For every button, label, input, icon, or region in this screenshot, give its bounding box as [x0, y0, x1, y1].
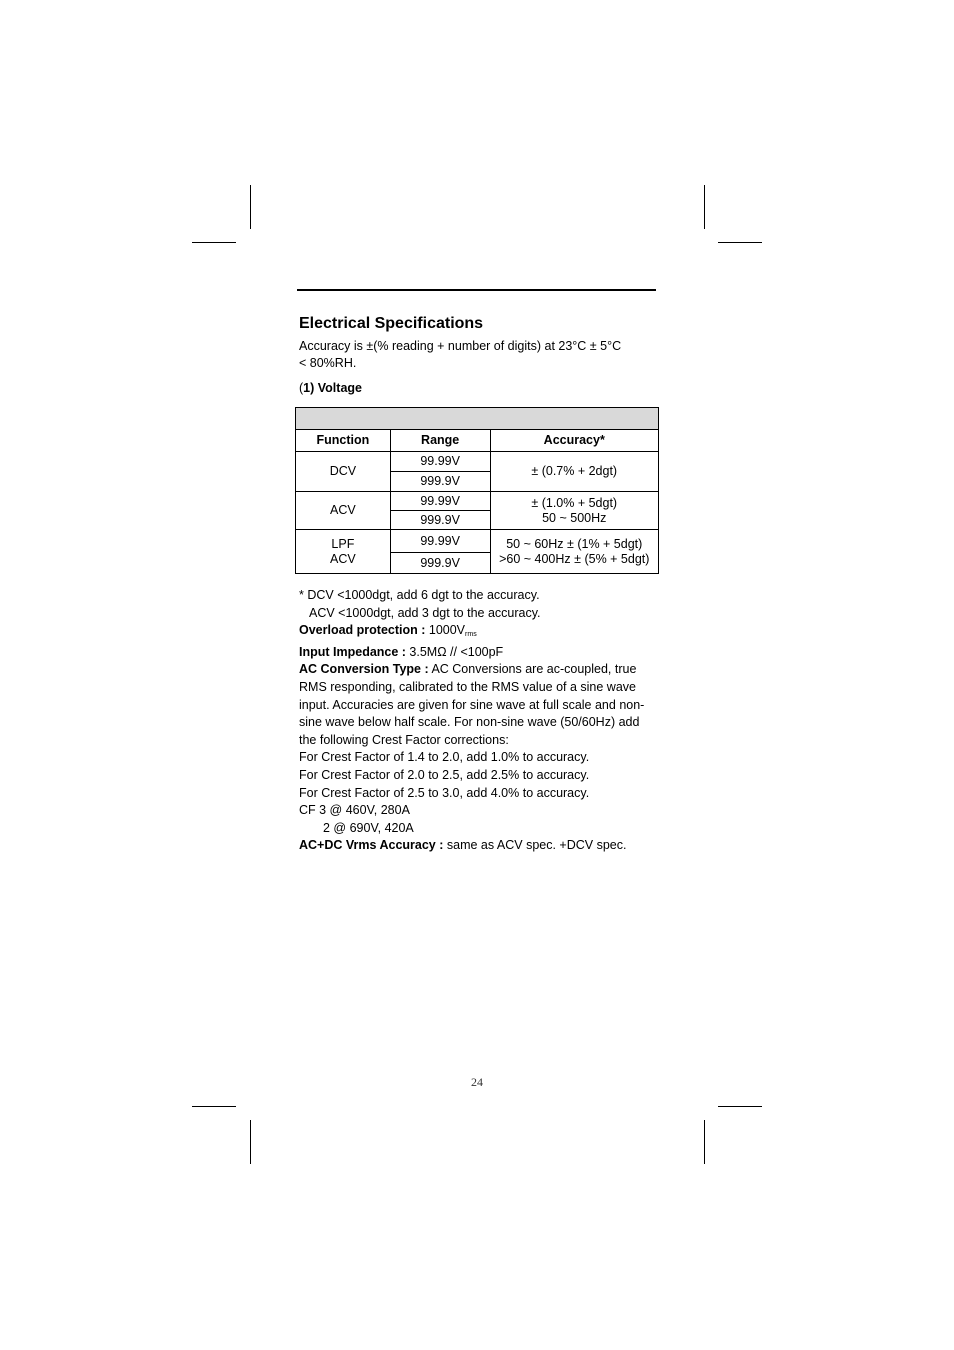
crest-factor-line: For Crest Factor of 2.5 to 3.0, add 4.0% to accuracy.	[299, 785, 590, 800]
accuracy-line: >60 ~ 400Hz ± (5% + 5dgt)	[499, 551, 650, 566]
column-header: Function	[296, 430, 391, 452]
table-header-row	[296, 430, 659, 452]
range-cell: 99.99V	[390, 452, 490, 472]
crop-mark	[192, 242, 236, 243]
accuracy-line: 50 ~ 60Hz ± (1% + 5dgt)	[506, 536, 643, 551]
spec-label: Overload protection :	[299, 623, 426, 638]
crest-factor-line: For Crest Factor of 2.0 to 2.5, add 2.5% to accuracy.	[299, 767, 590, 782]
spec-value: AC Conversions are ac-coupled, true	[428, 662, 637, 677]
crop-mark	[704, 1120, 705, 1164]
footnote: * DCV <1000dgt, add 6 dgt to the accuracy.	[299, 588, 540, 602]
table-shaded-header	[296, 408, 659, 430]
page-title: Electrical Specifications	[299, 315, 484, 332]
function-cell: DCV	[296, 452, 391, 492]
intro-line: Accuracy is ±(% reading + number of digits) at 23°C ± 5°C	[299, 339, 622, 353]
acdc-accuracy-spec	[299, 837, 659, 855]
crop-mark	[250, 185, 251, 229]
crop-mark	[718, 242, 762, 243]
spec-value: same as ACV spec. +DCV spec.	[443, 838, 627, 853]
spec-header	[299, 314, 669, 397]
spec-label: AC+DC Vrms Accuracy :	[299, 838, 444, 853]
crop-mark	[250, 1120, 251, 1164]
crop-mark	[192, 1106, 236, 1107]
cf-rating-line: 2 @ 690V, 420A	[323, 820, 414, 835]
paragraph-line: RMS responding, calibrated to the RMS value of a sine wave	[299, 679, 636, 694]
crop-mark	[704, 185, 705, 229]
spec-label: AC Conversion Type :	[299, 662, 429, 677]
paragraph-line: input. Accuracies are given for sine wave at full scale and non-	[299, 697, 645, 712]
section-title: 1) Voltage	[303, 381, 362, 395]
crest-factor-line: For Crest Factor of 1.4 to 2.0, add 1.0% to accuracy.	[299, 750, 590, 765]
cf-rating-line: CF 3 @ 460V, 280A	[299, 803, 410, 818]
ac-conversion-spec	[299, 661, 659, 679]
spec-value: 1000V	[425, 623, 466, 638]
range-cell: 99.99V	[390, 492, 490, 511]
column-header: Accuracy*	[490, 430, 659, 452]
spec-subscript: rms	[465, 631, 477, 639]
table-row	[296, 452, 659, 472]
section-prefix: (	[299, 381, 304, 395]
paragraph-line: sine wave below half scale. For non-sine wave (50/60Hz) add	[299, 715, 640, 730]
accuracy-cell: ± (0.7% + 2dgt)	[490, 452, 659, 492]
crop-mark	[718, 1106, 762, 1107]
intro-line: < 80%RH.	[299, 356, 357, 370]
function-line: ACV	[330, 551, 356, 566]
overload-spec	[299, 622, 659, 644]
column-header: Range	[390, 430, 490, 452]
spec-value: 3.5MΩ // <100pF	[405, 644, 504, 659]
accuracy-cell	[490, 492, 659, 530]
paragraph-line: the following Crest Factor corrections:	[299, 732, 509, 747]
spec-label: Input Impedance :	[299, 644, 406, 659]
impedance-spec	[299, 644, 659, 662]
accuracy-cell	[490, 530, 659, 574]
function-cell: ACV	[296, 492, 391, 530]
voltage-spec-table	[295, 407, 659, 574]
section-heading	[299, 380, 669, 397]
function-line: LPF	[331, 536, 355, 551]
footnote: ACV <1000dgt, add 3 dgt to the accuracy.	[309, 605, 541, 620]
spec-notes	[299, 587, 659, 855]
range-cell: 999.9V	[390, 472, 490, 492]
function-cell	[296, 530, 391, 574]
accuracy-line: ± (1.0% + 5dgt)	[531, 495, 618, 510]
header-rule	[297, 289, 656, 291]
table-row	[296, 492, 659, 511]
range-cell: 99.99V	[390, 530, 490, 553]
range-cell: 999.9V	[390, 511, 490, 530]
accuracy-line: 50 ~ 500Hz	[542, 510, 607, 525]
range-cell: 999.9V	[390, 553, 490, 574]
page-number: 24	[471, 1075, 483, 1089]
table-row	[296, 530, 659, 553]
